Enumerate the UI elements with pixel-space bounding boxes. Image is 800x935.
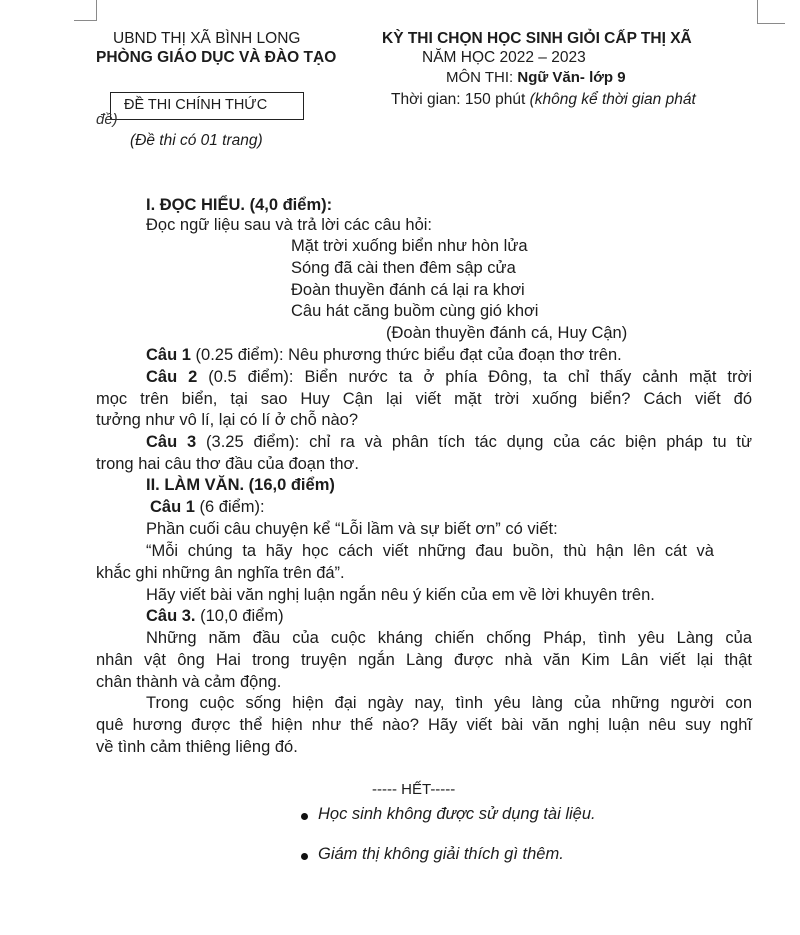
- p2-question-1: [150, 498, 265, 517]
- p1-question-2-line2: mọc trên biển, tại sao Huy Cận lại viết mặt trời xuống biển? Cách viết đó: [96, 390, 752, 408]
- part2-heading: II. LÀM VĂN. (16,0 điểm): [146, 476, 335, 494]
- part1-heading: I. ĐỌC HIỂU. (4,0 điểm):: [146, 196, 333, 214]
- p2-q3-p2-line2: quê hương được thể hiện như thế nào? Hãy viết bài văn nghị luận nêu suy nghĩ: [96, 716, 752, 734]
- crop-mark-right-h: [757, 23, 785, 24]
- poem-line-4: Câu hát căng buồm cùng gió khơi: [291, 302, 539, 320]
- time-prefix: Thời gian: 150 phút: [391, 91, 530, 108]
- p1-question-2-line3: tưởng như vô lí, lại có lí ở chỗ nào?: [96, 411, 359, 429]
- p2-q3-label: Câu 3.: [146, 607, 196, 625]
- bullet-icon: [301, 853, 308, 860]
- p2-q3-p1-line1: Những năm đầu của cuộc kháng chiến chống Pháp, tình yêu Làng của: [146, 629, 752, 647]
- header-right-line1: KỲ THI CHỌN HỌC SINH GIỎI CẤP THỊ XÃ: [382, 30, 692, 47]
- bullet-icon: [301, 813, 308, 820]
- footer-note-1: Học sinh không được sử dụng tài liệu.: [318, 805, 596, 823]
- poem-line-3: Đoàn thuyền đánh cá lại ra khơi: [291, 281, 525, 299]
- poem-source: (Đoàn thuyền đánh cá, Huy Cận): [386, 324, 628, 342]
- p1-q3-label: Câu 3: [146, 433, 197, 451]
- stray-text: đề): [96, 111, 118, 128]
- p2-q1-task: Hãy viết bài văn nghị luận ngắn nêu ý kiến của em về lời khuyên trên.: [146, 586, 655, 604]
- end-marker: ----- HẾT-----: [372, 781, 456, 798]
- crop-mark-left-h: [74, 20, 97, 21]
- footer-note-2: Giám thị không giải thích gì thêm.: [318, 845, 564, 863]
- p1-q1-label: Câu 1: [146, 346, 191, 364]
- subject-value: Ngữ Văn- lớp 9: [517, 69, 626, 86]
- p2-question-3: [146, 607, 284, 626]
- official-exam-box: [110, 92, 304, 120]
- poem-line-2: Sóng đã cài then đêm sập cửa: [291, 259, 516, 277]
- header-left-line2: PHÒNG GIÁO DỤC VÀ ĐÀO TẠO: [96, 49, 337, 66]
- page-count-note: (Đề thi có 01 trang): [130, 132, 263, 149]
- time-note: (không kể thời gian phát: [529, 91, 696, 108]
- p1-question-3-line1: [146, 433, 752, 452]
- crop-mark-right-v: [757, 0, 758, 24]
- p1-q2-text: (0.5 điểm): Biển nước ta ở phía Đông, ta chỉ thấy cảnh mặt trời: [197, 368, 752, 386]
- p2-q3-p1-line3: chân thành và cảm động.: [96, 673, 282, 691]
- official-exam-label: ĐỀ THI CHÍNH THỨC: [124, 97, 268, 113]
- p2-q1-label: Câu 1: [150, 498, 195, 516]
- part1-intro: Đọc ngữ liệu sau và trả lời các câu hỏi:: [146, 216, 433, 234]
- subject-line: [446, 69, 626, 86]
- subject-prefix: MÔN THI:: [446, 69, 518, 86]
- p2-q1-points: (6 điểm):: [194, 498, 265, 516]
- poem-line-1: Mặt trời xuống biển như hòn lửa: [291, 237, 528, 255]
- p2-q3-p1-line2: nhân vật ông Hai trong truyện ngắn Làng được nhà văn Kim Lân viết lại thật: [96, 651, 752, 669]
- p2-q1-quote1: “Mỗi chúng ta hãy học cách viết những đau buồn, thù hận lên cát và: [146, 542, 714, 560]
- p1-question-2-line1: [146, 368, 752, 387]
- p2-q3-p2-line1: Trong cuộc sống hiện đại ngày nay, tình yêu làng của những người con: [146, 694, 752, 712]
- time-line: [391, 91, 696, 109]
- p2-q3-p2-line3: về tình cảm thiêng liêng đó.: [96, 738, 298, 756]
- header-left-line1: UBND THỊ XÃ BÌNH LONG: [113, 30, 301, 47]
- header-right-line2: NĂM HỌC 2022 – 2023: [422, 49, 586, 66]
- p1-q2-label: Câu 2: [146, 368, 198, 386]
- p1-question-3-line2: trong hai câu thơ đầu của đoạn thơ.: [96, 455, 359, 473]
- p2-q1-quote2: khắc ghi những ân nghĩa trên đá”.: [96, 564, 345, 582]
- p1-q3-text: (3.25 điểm): chỉ ra và phân tích tác dụng của các biện pháp tu từ: [196, 433, 752, 451]
- p2-q3-points: (10,0 điểm): [195, 607, 284, 625]
- p2-q1-line1: Phần cuối câu chuyện kể “Lỗi lầm và sự biết ơn” có viết:: [146, 520, 558, 538]
- crop-mark-left-v: [96, 0, 97, 20]
- p1-q1-text: (0.25 điểm): Nêu phương thức biểu đạt của đoạn thơ trên.: [190, 346, 622, 364]
- p1-question-1: [146, 346, 622, 365]
